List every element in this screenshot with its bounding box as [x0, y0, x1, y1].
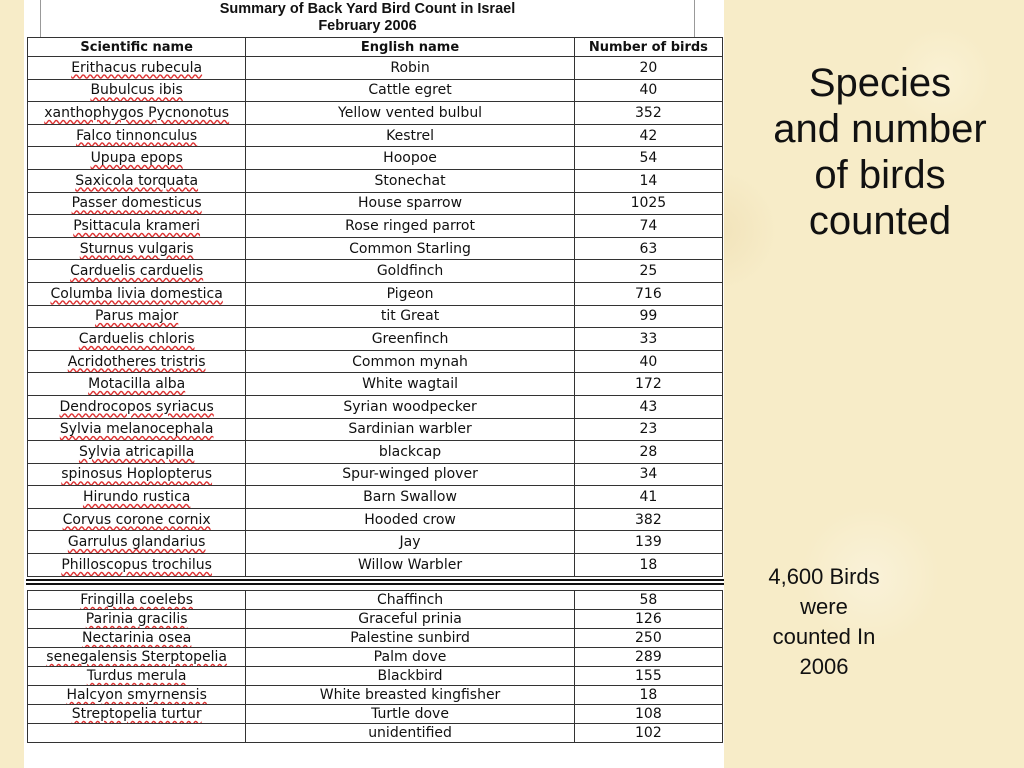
english-name-cell: unidentified	[246, 724, 574, 743]
bird-count-cell: 58	[574, 591, 722, 610]
table-row	[28, 395, 723, 418]
scientific-name-cell: Acridotheres tristris	[28, 350, 246, 373]
bird-count-cell: 250	[574, 629, 722, 648]
header-number-of-birds: Number of birds	[574, 38, 722, 57]
scientific-name-cell: Motacilla alba	[28, 373, 246, 396]
english-name-cell: Goldfinch	[246, 260, 574, 283]
table-row	[28, 441, 723, 464]
english-name-cell: Chaffinch	[246, 591, 574, 610]
english-name-cell: Hoopoe	[246, 147, 574, 170]
bird-count-cell: 74	[574, 215, 722, 238]
scientific-name-cell: Halcyon smyrnensis	[28, 686, 246, 705]
english-name-cell: Pigeon	[246, 282, 574, 305]
table-header-row	[28, 38, 723, 57]
english-name-cell: Palestine sunbird	[246, 629, 574, 648]
table-row	[28, 124, 723, 147]
table-row	[28, 169, 723, 192]
scientific-name-cell: Streptopelia turtur	[28, 705, 246, 724]
scientific-name-cell: Columba livia domestica	[28, 282, 246, 305]
bird-count-cell: 33	[574, 328, 722, 351]
english-name-cell: Stonechat	[246, 169, 574, 192]
table-row	[28, 102, 723, 125]
bird-count-cell: 40	[574, 79, 722, 102]
table-row	[28, 350, 723, 373]
english-name-cell: White wagtail	[246, 373, 574, 396]
bird-count-cell: 139	[574, 531, 722, 554]
english-name-cell: Turtle dove	[246, 705, 574, 724]
scientific-name-cell: Parus major	[28, 305, 246, 328]
bird-count-cell: 34	[574, 463, 722, 486]
heading-line: counted	[808, 199, 952, 243]
bird-count-cell: 155	[574, 667, 722, 686]
table-divider	[26, 579, 724, 585]
table-row	[28, 591, 723, 610]
english-name-cell: Jay	[246, 531, 574, 554]
table-row	[28, 192, 723, 215]
bird-count-cell: 20	[574, 57, 722, 80]
scientific-name-cell: Erithacus rubecula	[28, 57, 246, 80]
english-name-cell: Kestrel	[246, 124, 574, 147]
summary-line: counted In	[772, 624, 876, 649]
table-row	[28, 554, 723, 577]
bird-count-cell: 99	[574, 305, 722, 328]
table-row	[28, 237, 723, 260]
table-row	[28, 463, 723, 486]
header-scientific-name: Scientific name	[28, 38, 246, 57]
table-row	[28, 686, 723, 705]
bird-count-cell: 14	[574, 169, 722, 192]
table-row	[28, 705, 723, 724]
table-row	[28, 610, 723, 629]
table-row	[28, 282, 723, 305]
bird-count-cell: 382	[574, 508, 722, 531]
scientific-name-cell	[28, 724, 246, 743]
scientific-name-cell: Psittacula krameri	[28, 215, 246, 238]
bird-count-cell: 41	[574, 486, 722, 509]
scientific-name-cell: Carduelis carduelis	[28, 260, 246, 283]
english-name-cell: blackcap	[246, 441, 574, 464]
scientific-name-cell: Turdus merula	[28, 667, 246, 686]
english-name-cell: Cattle egret	[246, 79, 574, 102]
english-name-cell: Sardinian warbler	[246, 418, 574, 441]
header-english-name: English name	[246, 38, 574, 57]
bird-count-cell: 352	[574, 102, 722, 125]
scientific-name-cell: Passer domesticus	[28, 192, 246, 215]
scientific-name-cell: xanthophygos Pycnonotus	[28, 102, 246, 125]
scientific-name-cell: spinosus Hoplopterus	[28, 463, 246, 486]
bird-count-table-continued	[27, 590, 723, 743]
english-name-cell: Common Starling	[246, 237, 574, 260]
bird-count-cell: 63	[574, 237, 722, 260]
english-name-cell: House sparrow	[246, 192, 574, 215]
bird-count-cell: 108	[574, 705, 722, 724]
bird-count-cell: 716	[574, 282, 722, 305]
scientific-name-cell: Fringilla coelebs	[28, 591, 246, 610]
english-name-cell: Greenfinch	[246, 328, 574, 351]
table-row	[28, 418, 723, 441]
table-row	[28, 215, 723, 238]
bird-count-cell: 28	[574, 441, 722, 464]
total-summary	[746, 562, 902, 682]
table-row	[28, 260, 723, 283]
scientific-name-cell: Dendrocopos syriacus	[28, 395, 246, 418]
table-row	[28, 373, 723, 396]
scientific-name-cell: senegalensis Sterptopelia	[28, 648, 246, 667]
heading-line: and number	[773, 107, 987, 151]
english-name-cell: White breasted kingfisher	[246, 686, 574, 705]
summary-line: 2006	[799, 654, 849, 679]
english-name-cell: Syrian woodpecker	[246, 395, 574, 418]
table-row	[28, 79, 723, 102]
scientific-name-cell: Philloscopus trochilus	[28, 554, 246, 577]
bird-count-cell: 42	[574, 124, 722, 147]
summary-line: 4,600 Birds	[768, 564, 880, 589]
english-name-cell: Robin	[246, 57, 574, 80]
english-name-cell: Common mynah	[246, 350, 574, 373]
table-row	[28, 629, 723, 648]
scientific-name-cell: Bubulcus ibis	[28, 79, 246, 102]
bird-count-cell: 40	[574, 350, 722, 373]
scientific-name-cell: Sylvia atricapilla	[28, 441, 246, 464]
english-name-cell: Rose ringed parrot	[246, 215, 574, 238]
scientific-name-cell: Sylvia melanocephala	[28, 418, 246, 441]
heading-line: Species	[808, 61, 952, 105]
english-name-cell: Hooded crow	[246, 508, 574, 531]
bird-count-cell: 289	[574, 648, 722, 667]
scientific-name-cell: Corvus corone cornix	[28, 508, 246, 531]
table-row	[28, 305, 723, 328]
english-name-cell: Graceful prinia	[246, 610, 574, 629]
bird-count-cell: 126	[574, 610, 722, 629]
table-title-line-2: February 2006	[318, 18, 417, 34]
scientific-name-cell: Falco tinnonculus	[28, 124, 246, 147]
scientific-name-cell: Sturnus vulgaris	[28, 237, 246, 260]
table-row	[28, 147, 723, 170]
english-name-cell: Blackbird	[246, 667, 574, 686]
bird-count-cell: 172	[574, 373, 722, 396]
bird-count-cell: 43	[574, 395, 722, 418]
table-row	[28, 648, 723, 667]
english-name-cell: Barn Swallow	[246, 486, 574, 509]
table-row	[28, 328, 723, 351]
scientific-name-cell: Nectarinia osea	[28, 629, 246, 648]
scientific-name-cell: Saxicola torquata	[28, 169, 246, 192]
table-title	[40, 0, 695, 37]
bird-count-cell: 18	[574, 686, 722, 705]
scientific-name-cell: Hirundo rustica	[28, 486, 246, 509]
scientific-name-cell: Carduelis chloris	[28, 328, 246, 351]
bird-count-cell: 23	[574, 418, 722, 441]
bird-count-cell: 54	[574, 147, 722, 170]
heading-line: of birds	[814, 153, 946, 197]
table-row	[28, 724, 723, 743]
table-row	[28, 667, 723, 686]
scientific-name-cell: Parinia gracilis	[28, 610, 246, 629]
scientific-name-cell: Upupa epops	[28, 147, 246, 170]
bird-count-table	[27, 37, 723, 577]
english-name-cell: Willow Warbler	[246, 554, 574, 577]
bird-count-cell: 25	[574, 260, 722, 283]
english-name-cell: tit Great	[246, 305, 574, 328]
bird-count-cell: 102	[574, 724, 722, 743]
english-name-cell: Palm dove	[246, 648, 574, 667]
bird-count-cell: 1025	[574, 192, 722, 215]
table-row	[28, 486, 723, 509]
table-row	[28, 508, 723, 531]
slide-heading	[745, 60, 1015, 244]
scientific-name-cell: Garrulus glandarius	[28, 531, 246, 554]
english-name-cell: Yellow vented bulbul	[246, 102, 574, 125]
summary-line: were	[800, 594, 848, 619]
table-row	[28, 57, 723, 80]
table-row	[28, 531, 723, 554]
bird-count-cell: 18	[574, 554, 722, 577]
english-name-cell: Spur-winged plover	[246, 463, 574, 486]
table-title-line-1: Summary of Back Yard Bird Count in Israel	[219, 1, 516, 17]
